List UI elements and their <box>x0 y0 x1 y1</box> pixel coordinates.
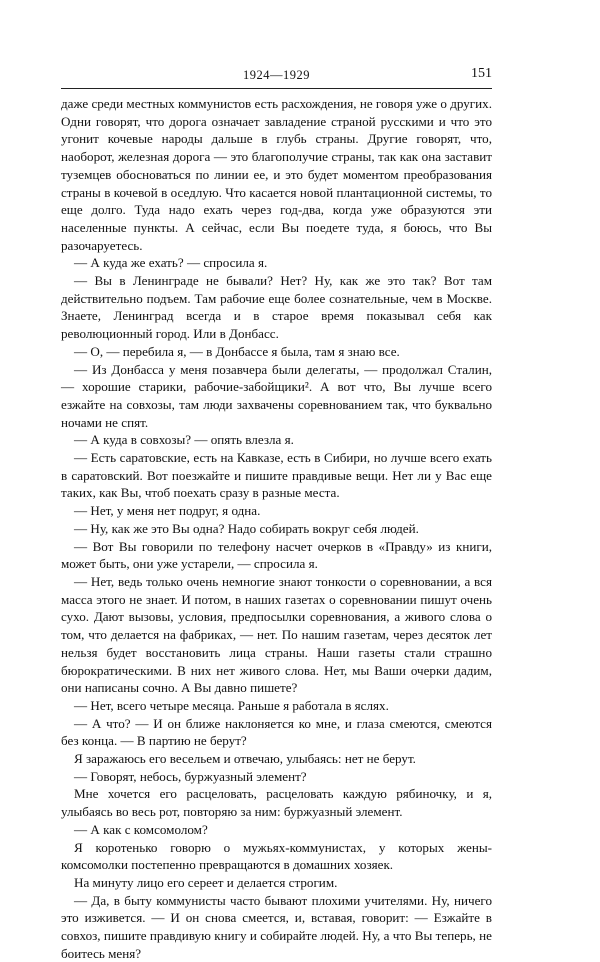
paragraph: — Нет, всего четыре месяца. Раньше я работала в яслях. <box>74 697 389 713</box>
paragraph: Мне хочется его расцеловать, расцеловать каждую рябиночку, и я, улыбаясь во весь рот, повторяю за ним: буржуазный элемент. <box>61 786 492 820</box>
paragraph: — Вот Вы говорили по телефону насчет очерков в «Правду» из книги, может быть, они уже устарели, — спросила я. <box>61 538 492 572</box>
page-header <box>61 66 492 89</box>
paragraph: — Нет, ведь только очень немногие знают тонкости о соревновании, а вся масса этого не знает. И потом, в наших газетах о соревновании пишут очень сухо. Дают вызовы, условия, предпосылки соревнования, а живого слова о том, что делается на фабриках, — нет. По нашим газетам, через десяток лет нельзя будет восстановить лица страны. Наши газеты стали страшно бюрократическими. В них нет живого слова. Нет, мы Ваши очерки дадим, они написаны сочно. А Вы давно пишете? <box>61 573 492 696</box>
paragraph: — Да, в быту коммунисты часто бывают плохими учителями. Ну, ничего это изживется. — И он снова смеется, и, вставая, говорит: — Езжайте в совхоз, пишите правдивую книгу и собирайте людей. Ну, а что Вы теперь, не боитесь меня? <box>61 892 492 961</box>
paragraph: — А куда же ехать? — спросила я. <box>74 255 268 271</box>
paragraph: даже среди местных коммунистов есть расхождения, не говоря уже о других. Одни говорят, что дорога означает завладение страной русскими и что это угонит кочевые народы дальше в глубь страны. Другие говорят, что, наоборот, железная дорога — это благополучие страны, так как она заставит туземцев обосноваться по линии ее, и это будет моментом преобразования страны в кочевой в оседлую. Что касается новой плантационной системы, то еще долго. Туда надо ехать через год-два, когда уже образуются эти населенные пункты. А сейчас, если Вы поедете туда, я боюсь, что Вы разочаруетесь. <box>61 96 492 253</box>
paragraph: На минуту лицо его сереет и делается строгим. <box>74 874 338 890</box>
running-head: 1924—1929 <box>243 68 310 82</box>
paragraph: — Нет, у меня нет подруг, я одна. <box>74 503 261 519</box>
paragraph: — Говорят, небось, буржуазный элемент? <box>74 768 307 784</box>
paragraph: Я заражаюсь его весельем и отвечаю, улыбаясь: нет не берут. <box>74 751 416 767</box>
paragraph: — Вы в Ленинграде не бывали? Нет? Ну, как же это так? Вот там действительно подъем. Там рабочие еще более сознательные, чем в Москве. Знаете, Ленинград всегда и в старое время показывал себя как революционный город. Или в Донбасс. <box>61 273 492 342</box>
paragraph: Я коротенько говорю о мужьях-коммунистах, у которых жены-комсомолки постепенно превращаются в домашних хозяек. <box>61 839 492 873</box>
page-number: 151 <box>471 66 492 81</box>
paragraph: — А как с комсомолом? <box>74 821 208 837</box>
paragraph: — Ну, как же это Вы одна? Надо собирать вокруг себя людей. <box>74 520 419 536</box>
paragraph: — А что? — И он ближе наклоняется ко мне, и глаза смеются, смеются без конца. — В партию не берут? <box>61 715 492 749</box>
paragraph: — Есть саратовские, есть на Кавказе, есть в Сибири, но лучше всего ехать в саратовский. Вот поезжайте и пишите правдивые вещи. Нет ли у Вас еще таких, как Вы, чтоб поехать сразу в разные места. <box>61 450 492 501</box>
paragraph: — О, — перебила я, — в Донбассе я была, там я знаю все. <box>74 343 400 359</box>
page-body <box>61 95 492 962</box>
paragraph: — А куда в совхозы? — опять влезла я. <box>74 432 294 448</box>
paragraph: — Из Донбасса у меня позавчера были делегаты, — продолжал Сталин, — хорошие старики, рабочие-забойщики². А вот что, Вы лучше всего езжайте на совхозы, там люди захвачены соревнованием так, что буквально ночами не спят. <box>61 361 492 430</box>
